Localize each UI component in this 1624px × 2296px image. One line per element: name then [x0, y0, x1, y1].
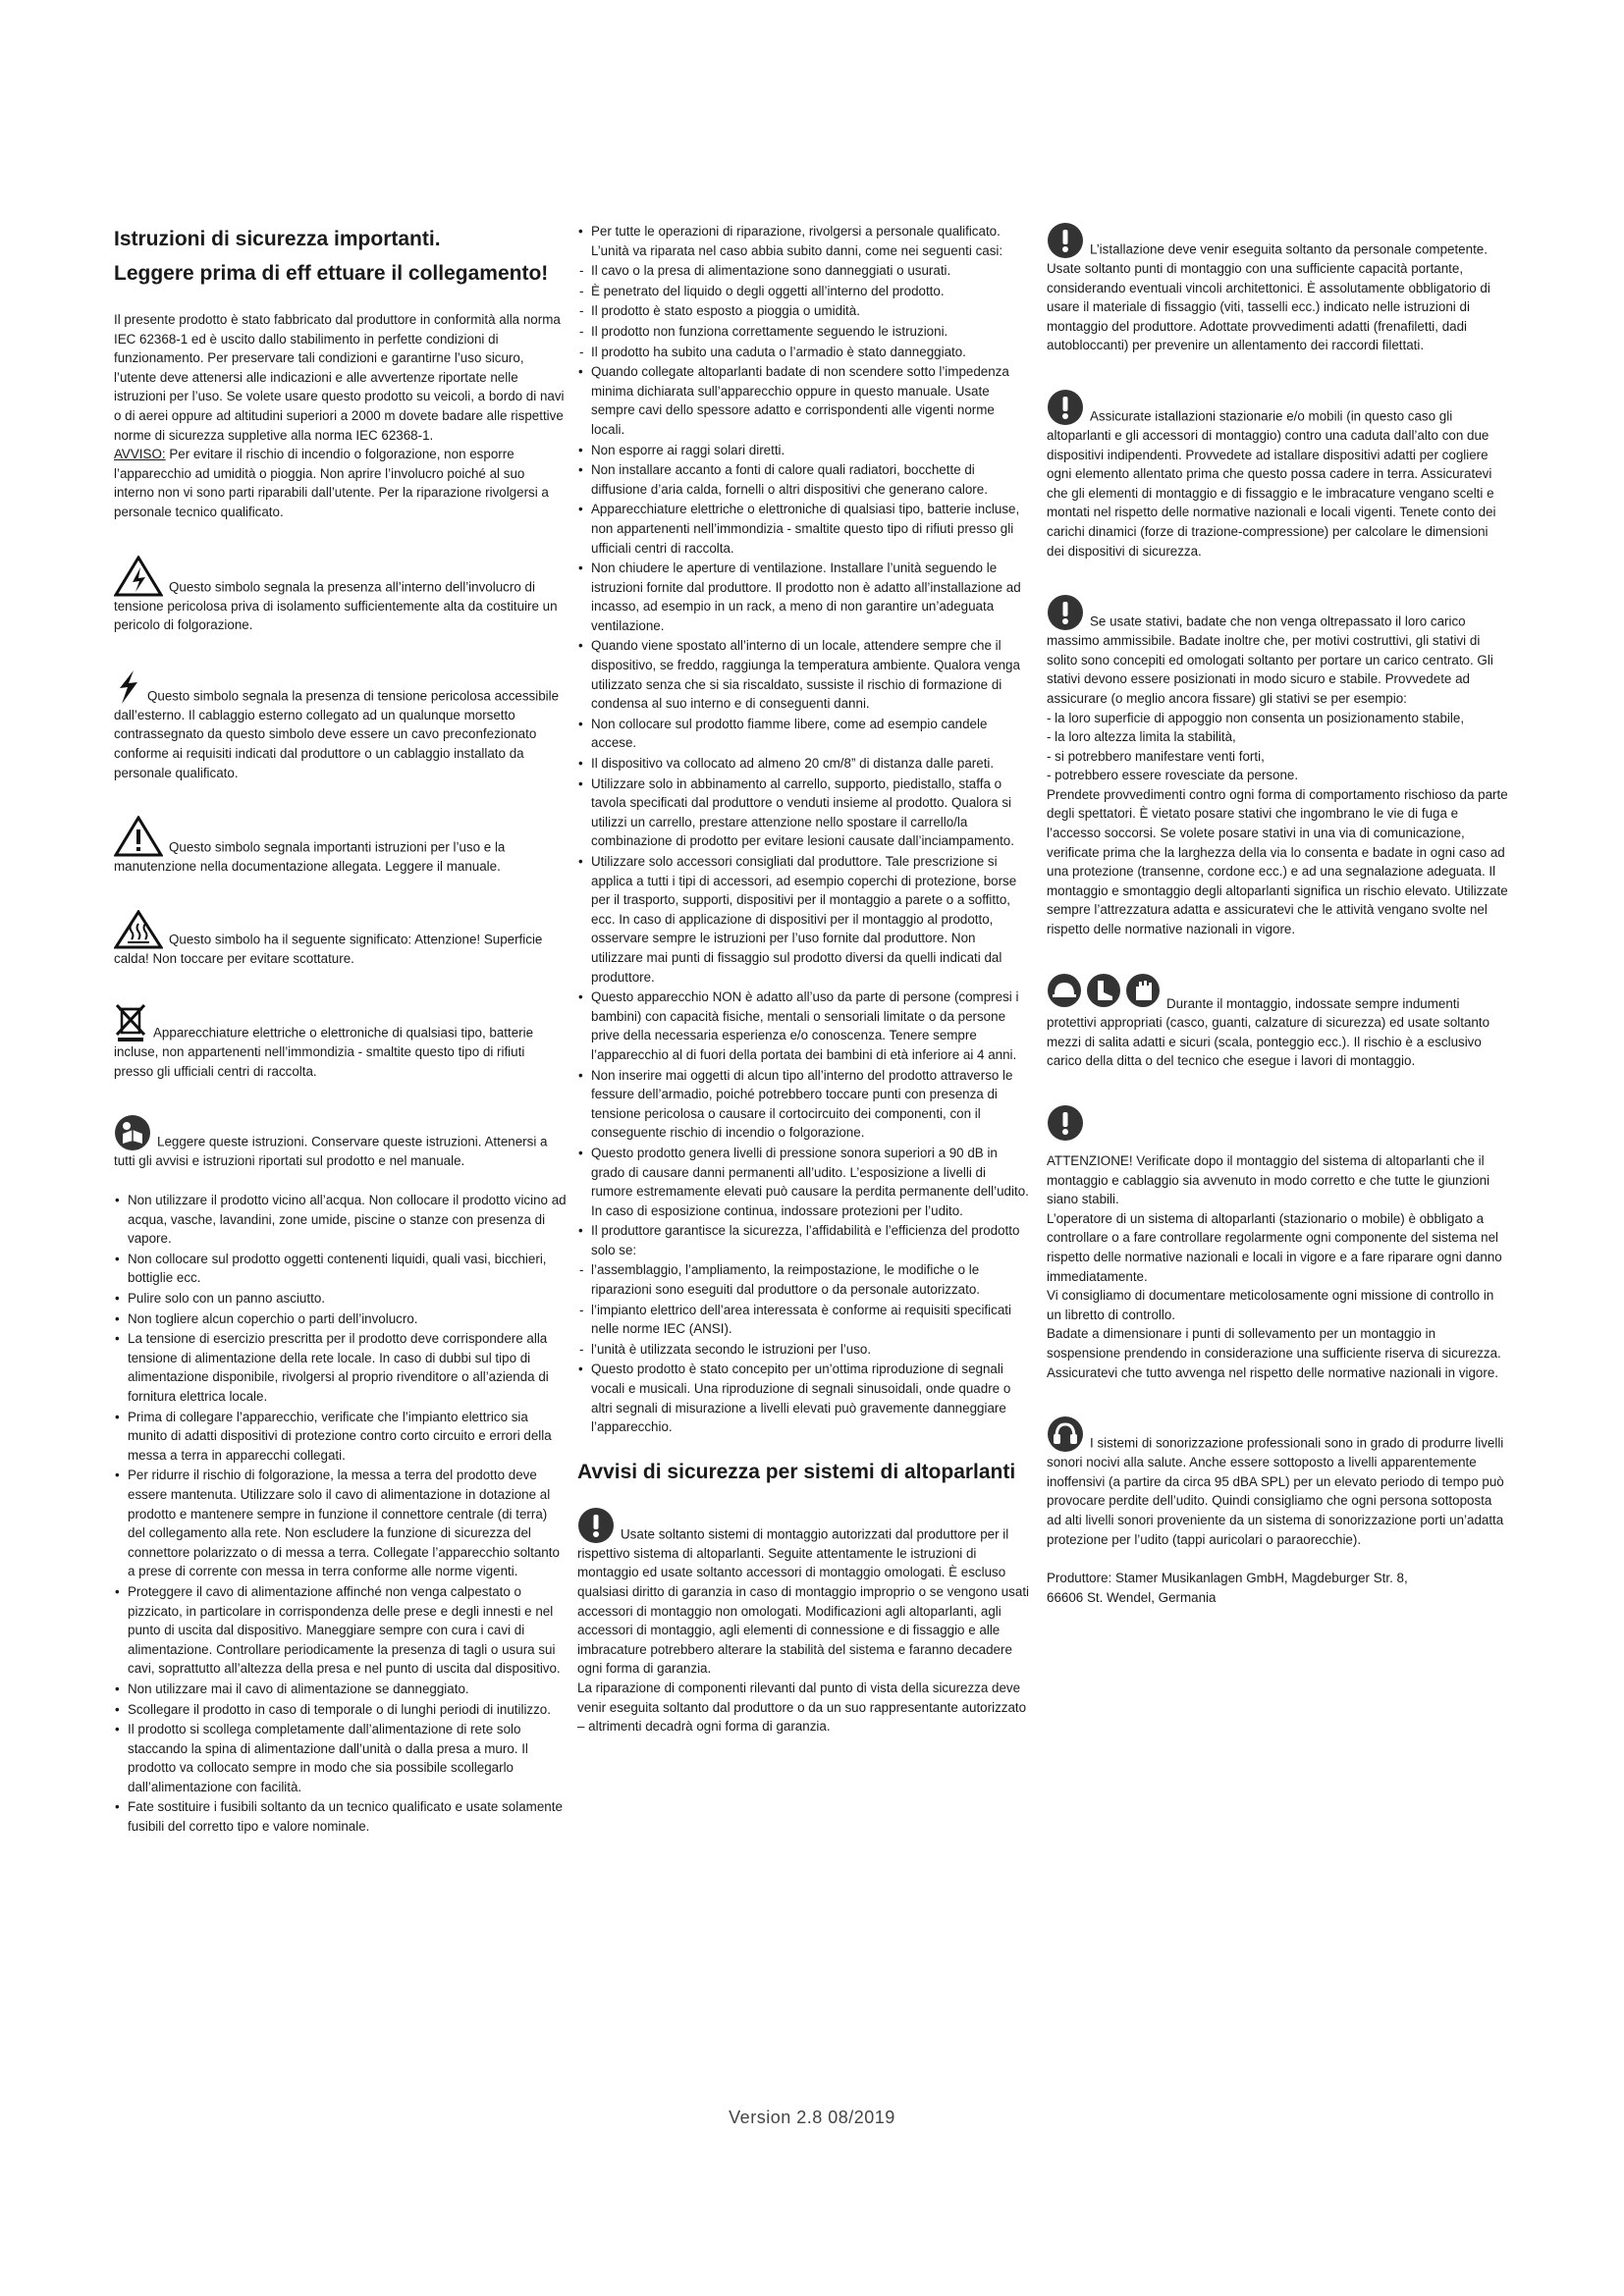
hot-surface-icon [114, 910, 163, 949]
fall-protection-text: Assicurate istallazioni stazionarie e/o mobili (in questo caso gli altoparlanti e gli accessori di montaggio) contro una caduta dall’alto con due dispositivi indipendenti. Provvedete ad istallare dispositivi adatti per cogliere ogni elemento allentato prima che questo possa cadere in terra. Assicuratevi che gli elementi di montaggio e di fissaggio e le imbracature vengano scelti e montati nel rispetto delle normative nazionali e locali vigenti. Tenete conto dei carichi dinamici (forze di trazione-compressione) per calcolare le dimensioni dei dispositivi di sicurezza. [1047, 408, 1496, 559]
safety-bullet-list [114, 1191, 568, 1837]
list-item: • Il prodotto si scollega completamente dall’alimentazione di rete solo staccando la spina di alimentazione dall’unità o dalla presa a muro. Il prodotto va collocato sempre in modo che sia possibile scollegarlo dall’alimentazione con facilità. [114, 1720, 568, 1796]
speaker-mounting-text: Usate soltanto sistemi di montaggio autorizzati dal produttore per il rispettivo sistema di altoparlanti. Seguite attentamente le istruzioni di montaggio ed usate soltanto accessori di montaggio omologati. È escluso qualsiasi diritto di garanzia in caso di montaggio improprio o se vengono usati accessori di montaggio non omologati. Modificazioni agli altoparlanti, agli accessori di montaggio, agli elementi di connessione e di fissaggio e alle imbracature potrebbero alterare la stabilità del sistema e faranno decadere ogni forma di garanzia. [577, 1526, 1030, 1677]
page-title: Istruzioni di sicurezza importanti. [114, 228, 441, 250]
intro-paragraph: Il presente prodotto è stato fabbricato dal produttore in conformità alla norma IEC 62368-1 ed è uscito dallo stabilimento in perfette condizioni di funzionamento. Per preservare tali condizioni e garantirne l’uso sicuro, l’utente deve attenersi alle indicazioni e alle avvertenze riportate nelle istruzioni per l’uso. Se volete usare questo prodotto su veicoli, a bordo di navi o di aerei oppure ad altitudini superiori a 2000 m dovete badare alle rispettive norme di sicurezza suppletive alla norma IEC 62368-1. [114, 312, 565, 443]
hearing-paragraph [1047, 1415, 1508, 1549]
symbol-bolt-text: Questo simbolo segnala la presenza di tensione pericolosa accessibile dall’esterno. Il cablaggio esterno collegato ad un qualunque morsetto contrassegnato da questo simbolo deve essere un cavo preconfezionato conforme ai requisiti indicati dal produttore o un cablaggio installato da personale qualificato. [114, 688, 560, 780]
repair-components-paragraph: La riparazione di componenti rilevanti dal punto di vista della sicurezza deve venir eseguita soltanto dal produttore o da un suo rappresentante autorizzato – altrimenti decadrà ogni forma di garanzia. [577, 1680, 1027, 1735]
page-subtitle: Leggere prima di eff ettuare il collegamento! [114, 262, 549, 285]
list-item: • Questo prodotto è stato concepito per un’ottima riproduzione di segnali vocali e musicali. Una riproduzione di segnali sinusoidali, onde quadre o altri segnali di misurazione a livelli elevati può gravemente danneggiare l’apparecchio. [577, 1360, 1031, 1436]
list-item: • Il dispositivo va collocato ad almeno 20 cm/8” di distanza dalle pareti. [577, 754, 1031, 774]
stands-condition-3: - si potrebbero manifestare venti forti, [1047, 748, 1265, 764]
list-item: - l’assemblaggio, l’ampliamento, la reimpostazione, le modifiche o le riparazioni sono eseguiti dal produttore o da personale autorizzato. [577, 1260, 1031, 1299]
avviso-text: Per evitare il rischio di incendio o folgorazione, non esporre l’apparecchio ad umidità o pioggia. Non aprire l’involucro poiché al suo interno non vi sono parti riparabili dall’utente. Per la riparazione rivolgersi a personale tecnico qualificato. [114, 447, 549, 519]
list-item: • Prima di collegare l’apparecchio, verificate che l’impianto elettrico sia munito di adatti dispositivi di protezione contro corto circuito e errori della messa a terra in apparecchi collegati. [114, 1408, 568, 1466]
list-item: - Il prodotto non funziona correttamente seguendo le istruzioni. [577, 322, 1031, 342]
stands-text: Se usate stativi, badate che non venga oltrepassato il loro carico massimo ammissibile. Badate inoltre che, per motivi costruttivi, gli stativi di solito sono concepiti ed omologati soltanto per portare un carico centrato. Gli stativi devono essere posizionati in modo sicuro e stabile. Provvedete ad assicurare (o meglio ancora fissare) gli stativi se per esempio: [1047, 614, 1493, 706]
hearing-protection-icon [1047, 1415, 1084, 1453]
list-item: • Questo apparecchio NON è adatto all’uso da parte di persone (compresi i bambini) con capacità fisiche, mentali o sensoriali limitate o da persone prive della necessaria esperienza e/o conoscenza. Tenere sempre l’apparecchio al di fuori della portata dei bambini di età inferiore ai 4 anni. [577, 988, 1031, 1064]
list-item: • Apparecchiature elettriche o elettroniche di qualsiasi tipo, batterie incluse, non appartenenti nell’immondizia - smaltite questo tipo di rifiuti presso gli ufficiali centri di raccolta. [577, 500, 1031, 558]
mandatory-warning-icon [1047, 222, 1084, 259]
symbol-voltage-paragraph [114, 556, 568, 635]
column-right [1047, 222, 1508, 1607]
list-item: • Il produttore garantisce la sicurezza, l’affidabilità e l’efficienza del prodotto solo se: [577, 1221, 1031, 1259]
version-footer: Version 2.8 08/2019 [729, 2108, 895, 2127]
list-item: • La tensione di esercizio prescritta per il prodotto deve corrispondere alla tensione di alimentazione della rete locale. In caso di dubbi sul tipo di alimentazione disponibile, rivolgersi al proprio rivenditore o all’azienda di fornitura elettrica locale. [114, 1329, 568, 1406]
gloves-icon [1125, 973, 1161, 1014]
symbol-book-paragraph [114, 1114, 568, 1171]
attention-paragraph: ATTENZIONE! Verificate dopo il montaggio del sistema di altoparlanti che il montaggio e cablaggio sia avvenuto in modo corretto e che tutte le giunzioni siano stabili. [1047, 1153, 1490, 1207]
protective-gear-text: Durante il montaggio, indossate sempre indumenti protettivi appropriati (casco, guanti, calzature di sicurezza) ed usate soltanto mezzi di salita adatti e sicuri (scala, ponteggio ecc.). Il rischio è a esclusivo carico della ditta o del tecnico che esegue i lavori di montaggio. [1047, 995, 1490, 1069]
symbol-book-text: Leggere queste istruzioni. Conservare queste istruzioni. Attenersi a tutti gli avvisi e istruzioni riportati sul prodotto e nel manuale. [114, 1134, 548, 1169]
exclamation-warning-icon [114, 816, 163, 857]
lifting-points-paragraph: Badate a dimensionare i punti di sollevamento per un montaggio in sospensione prendendo in considerazione una sufficiente riserva di sicurezza. Assicuratevi che tutto avvenga nel rispetto delle normative nazionali in vigore. [1047, 1326, 1501, 1380]
lightning-bolt-icon [114, 668, 141, 706]
list-item: • Scollegare il prodotto in caso di temporale o di lunghi periodi di inutilizzo. [114, 1700, 568, 1720]
crossed-bin-icon [114, 1001, 147, 1042]
hearing-text: I sistemi di sonorizzazione professionali sono in grado di produrre livelli sonori nocivi alla salute. Anche essere sottoposto a livelli apparentemente inoffensivi (a partire da circa 95 dBA SPL) per un elevato periodo di tempo può provocare perdite dell’udito. Quindi consigliamo che ogni persona sottoposta ad alti livelli sonori proveniente da un sistema di sonorizzazione porti un’adatta protezione per l’udito (tappi auricolari o paraorecchie). [1047, 1435, 1504, 1547]
damage-cases-list [577, 261, 1031, 361]
symbol-voltage-text: Questo simbolo segnala la presenza all’interno dell’involucro di tensione pericolosa priva di isolamento sufficientemente alta da costituire un pericolo di folgorazione. [114, 578, 558, 633]
list-item: • Quando viene spostato all’interno di un locale, attendere sempre che il dispositivo, se freddo, raggiunga la temperatura ambiente. Qualora venga utilizzato senza che si sia riscaldato, sussiste il rischio di formazione di condensa al suo interno e di conseguenti danni. [577, 636, 1031, 713]
symbol-exclamation-paragraph [114, 816, 568, 877]
list-item: • Quando collegate altoparlanti badate di non scendere sotto l’impedenza minima dichiarata sull’apparecchio oppure in questo manuale. Usate sempre cavi dello spessore adatto e corrispondenti alle vigenti norme locali. [577, 362, 1031, 439]
list-item: - l’impianto elettrico dell’area interessata è conforme ai requisiti specificati nelle norme IEC (ANSI). [577, 1301, 1031, 1339]
symbol-bin-text: Apparecchiature elettriche o elettroniche di qualsiasi tipo, batterie incluse, non appartenenti nell’immondizia - smaltite questo tipo di rifiuti presso gli ufficiali centri di raccolta. [114, 1025, 534, 1079]
stands-condition-1: - la loro superficie di appoggio non consenta un posizionamento stabile, [1047, 710, 1465, 725]
section-heading-speakers: Avvisi di sicurezza per sistemi di altoparlanti [577, 1460, 1016, 1483]
list-item: • Per tutte le operazioni di riparazione, rivolgersi a personale qualificato. L’unità va riparata nel caso abbia subito danni, come nei seguenti casi: [577, 222, 1031, 260]
symbol-hot-paragraph [114, 910, 568, 969]
mandatory-warning-icon [1047, 389, 1084, 426]
list-item: • Non utilizzare il prodotto vicino all’acqua. Non collocare il prodotto vicino ad acqua, vasche, lavandini, zone umide, piscine o stanze con presenza di vapore. [114, 1191, 568, 1249]
installation-text: L’istallazione deve venir eseguita soltanto da personale competente. Usate soltanto punti di montaggio con una sufficiente capacità portante, considerando eventuali vincoli architettonici. È assolutamente obbligatorio di usare il materiale di fissaggio (viti, tasselli ecc.) indicato nelle istruzioni di montaggio del produttore. Adottate provvedimenti adatti (frenafiletti, dadi autobloccanti) per prevenire un allentamento dei raccordi filettati. [1047, 241, 1490, 353]
list-item: • Non esporre ai raggi solari diretti. [577, 441, 1031, 460]
list-item: • Non collocare sul prodotto oggetti contenenti liquidi, quali vasi, bicchieri, bottiglie ecc. [114, 1250, 568, 1288]
symbol-bolt-paragraph [114, 668, 568, 782]
list-item: • Non togliere alcun coperchio o parti dell’involucro. [114, 1309, 568, 1329]
read-manual-icon [114, 1114, 151, 1151]
list-item: • Non utilizzare mai il cavo di alimentazione se danneggiato. [114, 1680, 568, 1699]
list-item: - È penetrato del liquido o degli oggetti all’interno del prodotto. [577, 282, 1031, 301]
mandatory-warning-icon [1047, 1104, 1084, 1142]
symbol-bin-paragraph [114, 1001, 568, 1081]
avviso-label: AVVISO: [114, 447, 166, 462]
list-item: • Non chiudere le aperture di ventilazione. Installare l’unità seguendo le istruzioni fornite dal produttore. Il prodotto non è adatto all’installazione ad incasso, ad esempio in un rack, a meno di non garantire un’adeguata ventilazione. [577, 559, 1031, 635]
list-item: • Fate sostituire i fusibili soltanto da un tecnico qualificato e usate solamente fusibili del corretto tipo e valore nominale. [114, 1797, 568, 1836]
column-left [114, 222, 568, 1838]
stands-condition-2: - la loro altezza limita la stabilità, [1047, 729, 1236, 745]
symbol-hot-text: Questo simbolo ha il seguente significato: Attenzione! Superficie calda! Non toccare per evitare scottature. [114, 932, 543, 966]
manufacturer-line-2: 66606 St. Wendel, Germania [1047, 1589, 1217, 1605]
list-item: • Utilizzare solo in abbinamento al carrello, supporto, piedistallo, staffa o tavola specificati dal produttore o venduti insieme al prodotto. Qualora si utilizzi un carrello, prestare attenzione nello spostare il carrello/la combinazione di prodotto per evitare lesioni causate dall’inciampamento. [577, 774, 1031, 851]
helmet-icon [1047, 973, 1082, 1014]
operator-paragraph: L’operatore di un sistema di altoparlanti (stazionario o mobile) è obbligato a controllare o a fare controllare regolarmente ogni componente del sistema nel rispetto delle normative nazionali e locali in vigore e a fare riparare ogni danno immediatamente. [1047, 1210, 1502, 1284]
stands-paragraph [1047, 594, 1508, 708]
stands-condition-4: - potrebbero essere rovesciate da persone. [1047, 768, 1299, 783]
list-item: • Pulire solo con un panno asciutto. [114, 1289, 568, 1308]
symbol-exclamation-text: Questo simbolo segnala importanti istruzioni per l’uso e la manutenzione nella documentazione allegata. Leggere il manuale. [114, 839, 506, 875]
list-item: • Per ridurre il rischio di folgorazione, la messa a terra del prodotto deve essere mantenuta. Utilizzare solo il cavo di alimentazione in dotazione al prodotto e mantenere sempre in funzione il connettore centrale (di terra) del collegamento alla rete. Non escludere la funzione di sicurezza del connettore polarizzato o di messa a terra. Collegate l’apparecchio soltanto a prese di corrente con messa in terra conforme alle norme vigenti. [114, 1466, 568, 1581]
avviso-paragraph [114, 445, 568, 521]
speaker-mounting-paragraph [577, 1507, 1031, 1679]
documentation-paragraph: Vi consigliamo di documentare meticolosamente ogni missione di controllo in un libretto di controllo. [1047, 1288, 1494, 1322]
spectators-paragraph: Prendete provvedimenti contro ogni forma di comportamento rischioso da parte degli spettatori. È vietato posare stativi che ingombrano le vie di fuga e l’accesso soccorsi. Se volete posare stativi in una via di comunicazione, verificate prima che la larghezza della via lo consenta e badate in ogni caso ad una protezione (transenne, cordone ecc.) e ad una segnalazione adeguata. Il montaggio e smontaggio degli altoparlanti significa un rischio elevato. Utilizzate sempre l’attrezzatura adatta e assicuratevi che le attività vengano svolte nel rispetto delle normative nazionali in vigore. [1047, 786, 1508, 937]
list-item: • Utilizzare solo accessori consigliati dal produttore. Tale prescrizione si applica a tutti i tipi di accessori, ad esempio coperchi di protezione, borse per il trasporto, supporti, dispositivi per il montaggio a parete o a soffitto, ecc. In caso di applicazione di dispositivi per il montaggio al prodotto, osservare sempre le istruzioni per l’uso fornite dal produttore. Non utilizzare mai punti di fissaggio sul prodotto diversi da quelli indicati dal produttore. [577, 852, 1031, 987]
list-item: • Non installare accanto a fonti di calore quali radiatori, bocchette di diffusione d’aria calda, fornelli o altri dispositivi che generano calore. [577, 460, 1031, 499]
installation-bullet-list [577, 362, 1031, 1259]
list-item: - Il prodotto è stato esposto a pioggia o umidità. [577, 301, 1031, 321]
signal-bullet [577, 1360, 1031, 1436]
list-item: • Questo prodotto genera livelli di pressione sonora superiori a 90 dB in grado di causare danni permanenti all’udito. L’esposizione a livelli di rumore estremamente elevati può causare la perdita permanente dell’udito. In caso di esposizione continua, indossare protezioni per l’udito. [577, 1144, 1031, 1220]
installation-paragraph [1047, 222, 1508, 355]
protective-gear-icons [1047, 973, 1161, 1014]
list-item: - l’unità è utilizzata secondo le istruzioni per l’uso. [577, 1340, 1031, 1360]
protective-gear-paragraph [1047, 973, 1508, 1071]
list-item: • Non collocare sul prodotto fiamme libere, come ad esempio candele accese. [577, 715, 1031, 753]
column-middle [577, 222, 1031, 1736]
mandatory-warning-icon [1047, 594, 1084, 631]
attention-icon-line [1047, 1104, 1508, 1142]
list-item: • Proteggere il cavo di alimentazione affinché non venga calpestato o pizzicato, in particolare in corrispondenza delle prese e degli innesti e nel punto di uscita dal dispositivo. Maneggiare sempre con cura i cavi di alimentazione. Controllare periodicamente la presenza di tagli o usura sui cavi, soprattutto all’altezza della presa e nel punto di uscita dal dispositivo. [114, 1582, 568, 1679]
voltage-warning-icon [114, 556, 163, 597]
manufacturer-line-1: Produttore: Stamer Musikanlagen GmbH, Magdeburger Str. 8, [1047, 1571, 1408, 1586]
mandatory-warning-icon [577, 1507, 615, 1544]
fall-protection-paragraph [1047, 389, 1508, 561]
list-item: • Non inserire mai oggetti di alcun tipo all’interno del prodotto attraverso le fessure dell’armadio, poiché potrebbero toccare punti con presenza di tensione pericolosa o causare il cortocircuito dei componenti, con il conseguente rischio di incendio o folgorazione. [577, 1066, 1031, 1143]
list-item: - Il prodotto ha subito una caduta o l’armadio è stato danneggiato. [577, 343, 1031, 362]
boots-icon [1086, 973, 1121, 1014]
repair-bullet [577, 222, 1031, 260]
warranty-conditions-list [577, 1260, 1031, 1359]
list-item: - Il cavo o la presa di alimentazione sono danneggiati o usurati. [577, 261, 1031, 281]
